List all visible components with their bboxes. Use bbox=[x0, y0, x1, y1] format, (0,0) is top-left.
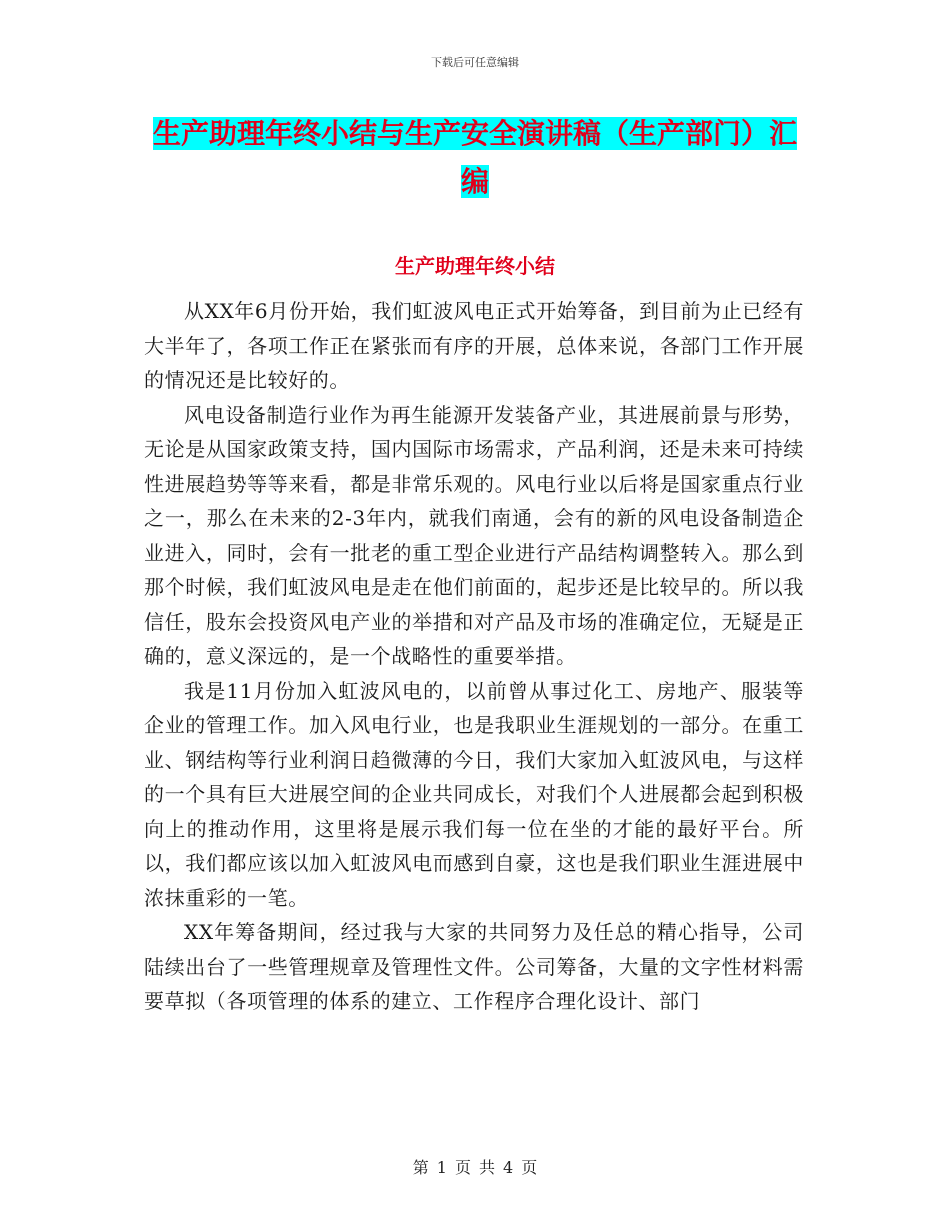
document-title-line-1: 生产助理年终小结与生产安全演讲稿（生产部门）汇 bbox=[152, 117, 797, 150]
footer-total-pages: 4 bbox=[503, 1158, 514, 1177]
document-title-line-2: 编 bbox=[460, 165, 489, 198]
footer-page-label: 页 bbox=[454, 1158, 471, 1177]
paragraph-2: 风电设备制造行业作为再生能源开发装备产业，其进展前景与形势，无论是从国家政策支持，国内国际市场需求，产品利润，还是未来可持续性进展趋势等等来看，都是非常乐观的。风电行业以后将是国家重点行业之一，那么在未来的2-3年内，就我们南通，会有的新的风电设备制造企业进入，同时，会有一批老的重工型企业进行产品结构调整转入。那么到那个时候，我们虹波风电是走在他们前面的，起步还是比较早的。所以我信任，股东会投资风电产业的举措和对产品及市场的准确定位，无疑是正确的，意义深远的，是一个战略性的重要举措。 bbox=[144, 402, 804, 668]
paragraph-3: 我是11月份加入虹波风电的，以前曾从事过化工、房地产、服装等企业的管理工作。加入风电行业，也是我职业生涯规划的一部分。在重工业、钢结构等行业利润日趋微薄的今日，我们大家加入虹波风电，与这样的一个具有巨大进展空间的企业共同成长，对我们个人进展都会起到积极向上的推动作用，这里将是展示我们每一位在坐的才能的最好平台。所以，我们都应该以加入虹波风电而感到自豪，这也是我们职业生涯进展中浓抹重彩的一笔。 bbox=[144, 678, 804, 910]
footer-total-suffix: 页 bbox=[521, 1158, 538, 1177]
document-title bbox=[150, 110, 800, 206]
footer-total-label: 共 bbox=[479, 1158, 496, 1177]
footer-prefix: 第 bbox=[412, 1158, 429, 1177]
footer-page-number: 1 bbox=[436, 1158, 447, 1177]
section-title: 生产助理年终小结 bbox=[395, 254, 555, 278]
body-text bbox=[144, 294, 804, 1019]
page-footer bbox=[0, 1155, 950, 1178]
paragraph-4: XX年筹备期间，经过我与大家的共同努力及任总的精心指导，公司陆续出台了一些管理规章及管理性文件。公司筹备，大量的文字性材料需要草拟（各项管理的体系的建立、工作程序合理化设计、部门 bbox=[144, 920, 804, 1013]
paragraph-1: 从XX年6月份开始，我们虹波风电正式开始筹备，到目前为止已经有大半年了，各项工作正在紧张而有序的开展，总体来说，各部门工作开展的情况还是比较好的。 bbox=[144, 299, 804, 392]
header-note: 下载后可任意编辑 bbox=[431, 56, 519, 69]
